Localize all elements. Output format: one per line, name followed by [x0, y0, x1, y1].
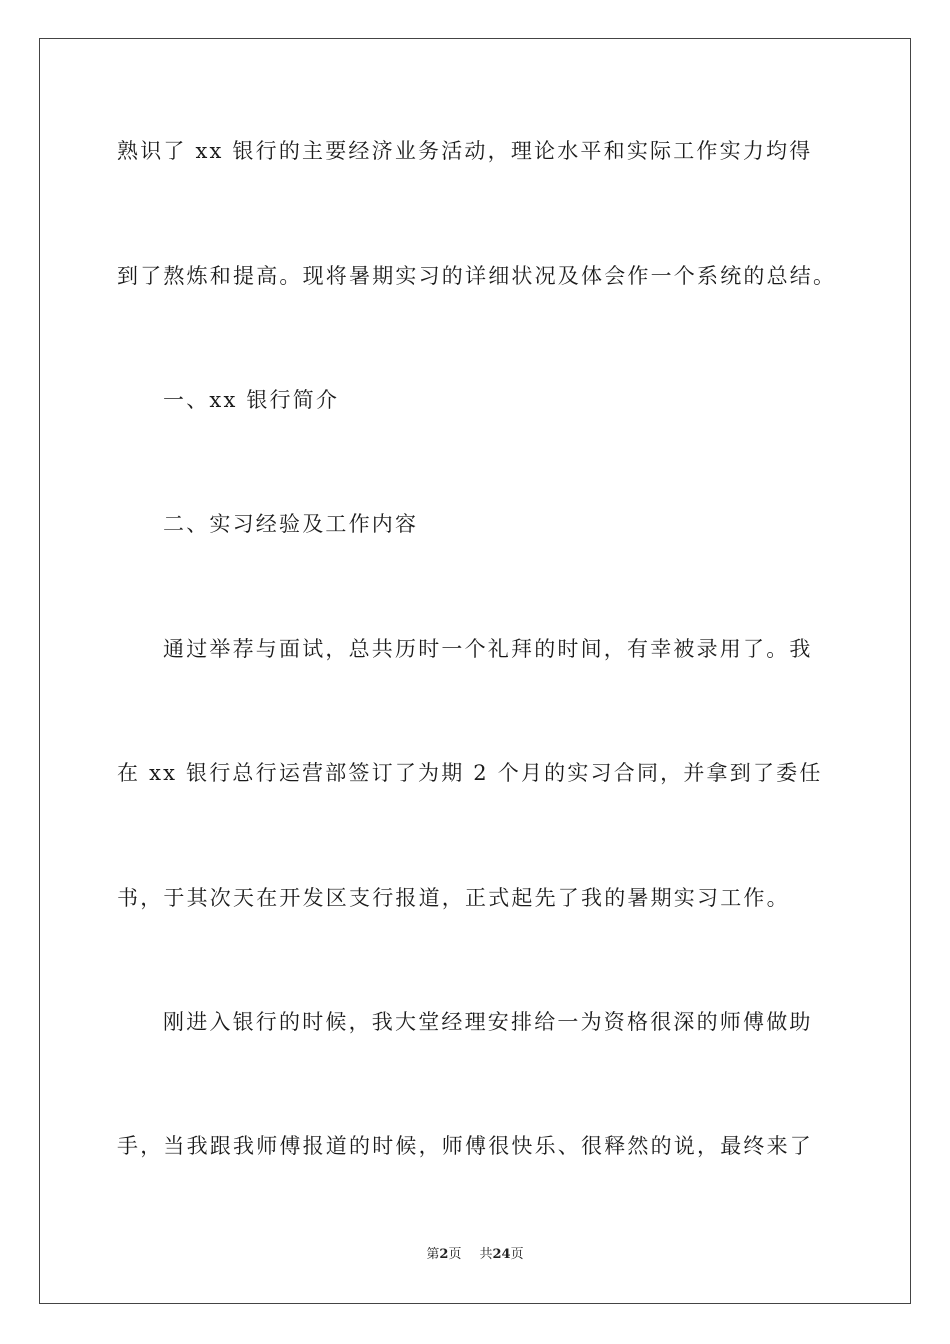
page-border: [39, 38, 911, 1304]
section-heading-1: 一、xx 银行简介: [163, 388, 340, 412]
section-heading-2: 二、实习经验及工作内容: [163, 512, 419, 536]
body-line-6: 刚进入银行的时候，我大堂经理安排给一为资格很深的师傅做助: [163, 1010, 813, 1034]
body-line-4: 在 xx 银行总行运营部签订了为期 2 个月的实习合同，并拿到了委任: [117, 761, 823, 785]
body-line-7: 手，当我跟我师傅报道的时候，师傅很快乐、很释然的说，最终来了: [117, 1134, 813, 1158]
footer-page-suffix: 页: [448, 1247, 462, 1262]
body-line-1: 熟识了 xx 银行的主要经济业务活动，理论水平和实际工作实力均得: [117, 139, 813, 163]
body-line-3: 通过举荐与面试，总共历时一个礼拜的时间，有幸被录用了。我: [163, 637, 813, 661]
page-footer: [0, 1246, 950, 1264]
footer-total-suffix: 页: [510, 1247, 524, 1262]
body-line-5: 书，于其次天在开发区支行报道，正式起先了我的暑期实习工作。: [117, 886, 790, 910]
footer-page-number: 2: [439, 1247, 449, 1262]
footer-total-prefix: 共: [479, 1247, 493, 1262]
footer-total-pages: 24: [492, 1247, 511, 1262]
footer-page-prefix: 第: [426, 1247, 440, 1262]
body-line-2: 到了熬炼和提高。现将暑期实习的详细状况及体会作一个系统的总结。: [117, 264, 837, 288]
